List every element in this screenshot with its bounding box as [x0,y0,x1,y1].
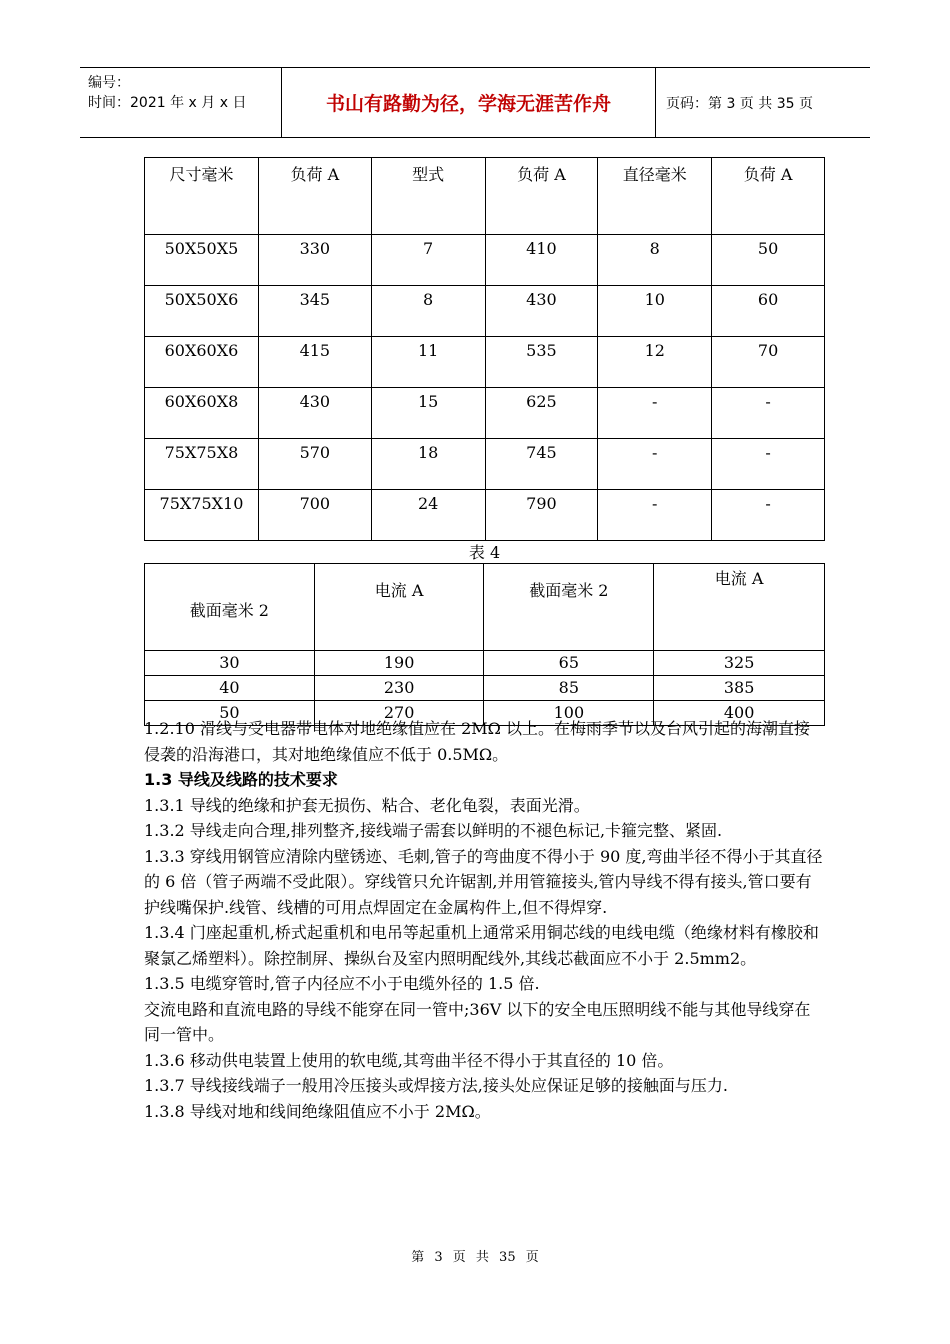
table-cell: 700 [258,490,371,541]
table-cell: 8 [598,235,712,286]
load-table [144,157,825,541]
table-cell: 75X75X10 [145,490,259,541]
table-cell: 24 [371,490,485,541]
table-header-cell: 负荷 A [712,158,825,235]
table-cell: 190 [314,651,484,676]
table-cell: 60 [712,286,825,337]
table-cell: 345 [258,286,371,337]
doc-number-label: 编号： [88,75,130,91]
table-cell: 15 [371,388,485,439]
table-cell: 325 [654,651,825,676]
current-table [144,563,825,726]
paragraph: 1.3.4 门座起重机,桥式起重机和电吊等起重机上通常采用铜芯线的电线电缆（绝缘材料有橡胶和聚氯乙烯塑料）。除控制屏、操纵台及室内照明配线外,其线芯截面应不小于 2.5mm2。 [144,923,819,968]
table-row [145,651,825,676]
table-cell: 410 [485,235,598,286]
table-cell: 85 [484,676,654,701]
table-header-cell: 截面毫米 2 [145,564,315,651]
table-row [145,439,825,490]
doc-time-label: 时间：2021 年 x 月 x 日 [88,95,247,111]
table-cell: 230 [314,676,484,701]
table-header-cell: 尺寸毫米 [145,158,259,235]
table-row [145,490,825,541]
table-cell: 12 [598,337,712,388]
table-row [145,337,825,388]
table-cell: 75X75X8 [145,439,259,490]
table-cell: 535 [485,337,598,388]
table-header-cell: 负荷 A [485,158,598,235]
table-cell: 65 [484,651,654,676]
section-heading: 1.3 导线及线路的技术要求 [144,770,338,789]
header-page-info: 页码：第 3 页 共 35 页 [666,95,813,112]
table-header-cell: 截面毫米 2 [484,564,654,651]
table-cell: 30 [145,651,315,676]
paragraph: 1.3.7 导线接线端子一般用冷压接头或焊接方法,接头处应保证足够的接触面与压力. [144,1076,728,1095]
table-cell: 50X50X5 [145,235,259,286]
table-header-row [145,158,825,235]
table-cell: 415 [258,337,371,388]
table-header-cell: 直径毫米 [598,158,712,235]
table-row [145,676,825,701]
header-meta [80,68,282,137]
table-cell: 100 [484,701,654,726]
table-cell: - [712,388,825,439]
table-cell: - [712,439,825,490]
table-cell: 745 [485,439,598,490]
table-row [145,286,825,337]
page-footer: 第 3 页 共 35 页 [411,1250,539,1265]
table-cell: 385 [654,676,825,701]
table-header-cell: 型式 [371,158,485,235]
table-caption: 表 4 [468,543,501,562]
header-motto: 书山有路勤为径，学海无涯苦作舟 [282,68,656,137]
table-cell: 625 [485,388,598,439]
paragraph: 1.3.6 移动供电装置上使用的软电缆,其弯曲半径不得小于其直径的 10 倍。 [144,1050,674,1070]
paragraph: 1.3.2 导线走向合理,排列整齐,接线端子需套以鲜明的不褪色标记,卡箍完整、紧固. [144,821,723,840]
table-cell: 11 [371,337,485,388]
paragraph: 1.3.5 电缆穿管时,管子内径应不小于电缆外径的 1.5 倍. [144,974,540,993]
table-header-cell: 负荷 A [258,158,371,235]
table-cell: 7 [371,235,485,286]
table-cell: 570 [258,439,371,490]
table-cell: - [712,490,825,541]
table-cell: 430 [258,388,371,439]
table-cell: - [598,490,712,541]
table-cell: 60X60X6 [145,337,259,388]
table-cell: 10 [598,286,712,337]
table-header-cell: 电流 A [314,564,484,651]
table-row [145,388,825,439]
table-cell: 40 [145,676,315,701]
table-cell: 790 [485,490,598,541]
table-row [145,235,825,286]
table-cell: 50X50X6 [145,286,259,337]
paragraph: 交流电路和直流电路的导线不能穿在同一管中;36V 以下的安全电压照明线不能与其他导线穿在同一管中。 [144,999,811,1044]
table-cell: 60X60X8 [145,388,259,439]
table-cell: 270 [314,701,484,726]
paragraph: 1.3.1 导线的绝缘和护套无损伤、粘合、老化龟裂，表面光滑。 [144,795,590,815]
table-cell: 330 [258,235,371,286]
table-cell: 70 [712,337,825,388]
table-cell: 8 [371,286,485,337]
page-header [80,67,870,138]
table-cell: 50 [712,235,825,286]
paragraph: 1.3.3 穿线用钢管应清除内壁锈迹、毛刺,管子的弯曲度不得小于 90 度,弯曲半径不得小于其直径的 6 倍（管子两端不受此限）。穿线管只允许锯割,并用管箍接头,管内导线不得有接头,管口要有护线嘴保护.线管、线槽的可用点焊固定在金属构件上,但不得焊穿. [144,846,823,917]
table-cell: - [598,439,712,490]
table-cell: 50 [145,701,315,726]
table-cell: 400 [654,701,825,726]
table-cell: 18 [371,439,485,490]
paragraph: 1.2.10 滑线与受电器带电体对地绝缘值应在 2MΩ 以上。在梅雨季节以及台风引起的海潮直接侵袭的沿海港口，其对地绝缘值应不低于 0.5MΩ。 [144,719,810,764]
paragraph: 1.3.8 导线对地和线间绝缘阻值应不小于 2MΩ。 [144,1101,491,1121]
table-cell: 430 [485,286,598,337]
body-text [144,716,824,1124]
table-header-cell: 电流 A [654,564,825,651]
table-header-row [145,564,825,651]
table-cell: - [598,388,712,439]
